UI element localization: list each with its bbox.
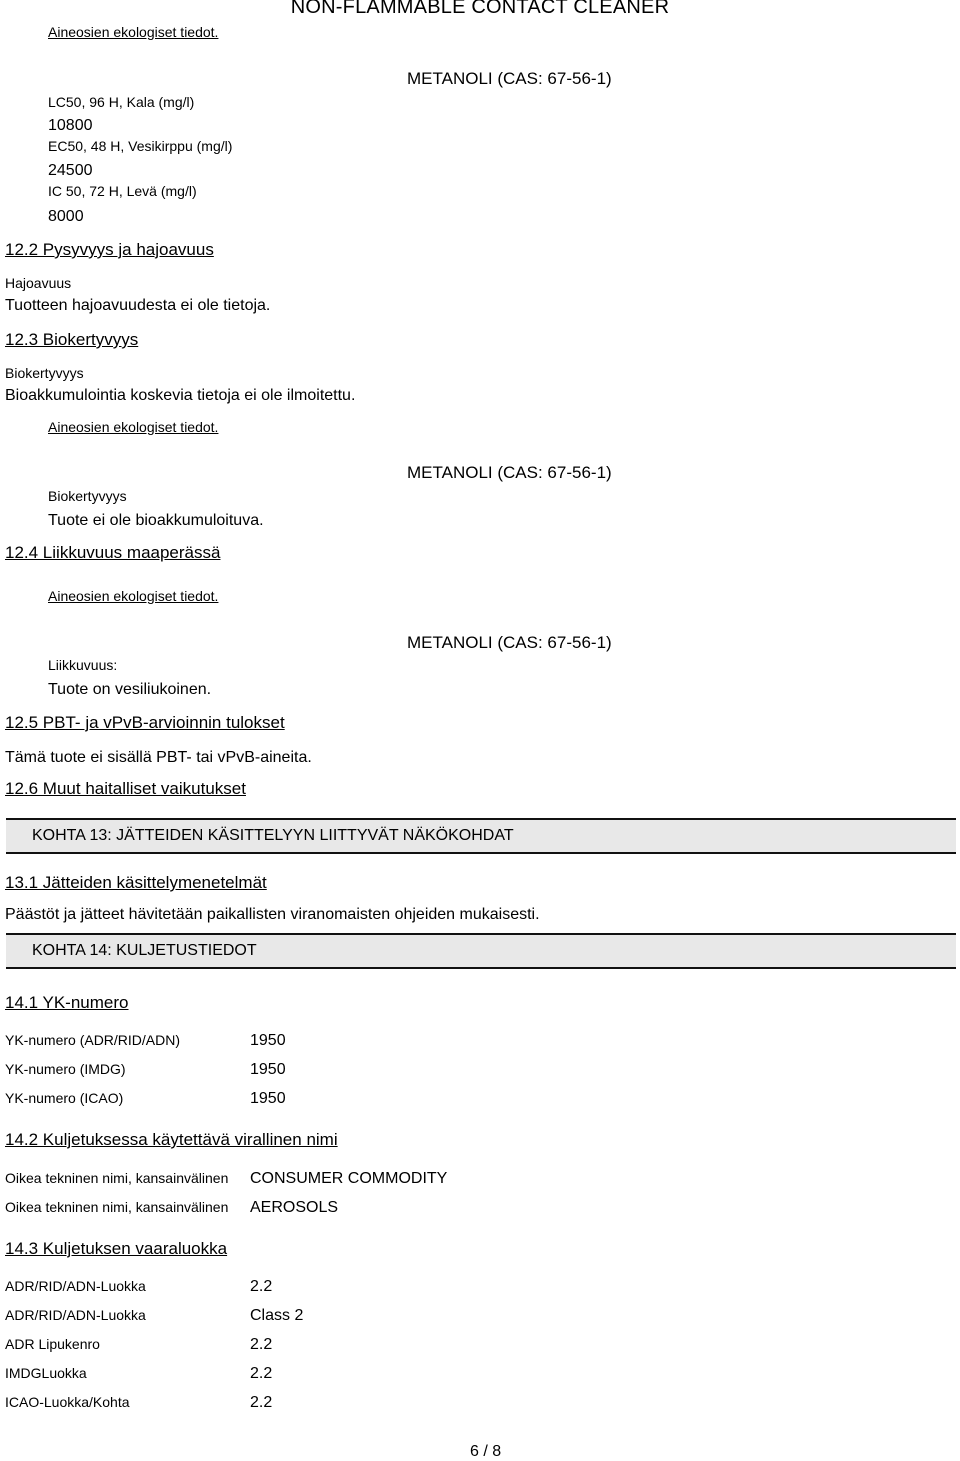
transport-value: 2.2 — [250, 1278, 273, 1295]
substance-name: METANOLI (CAS: 67-56-1) — [407, 633, 612, 652]
transport-value: 2.2 — [250, 1365, 273, 1382]
section-14-heading: KOHTA 14: KULJETUSTIEDOT — [32, 942, 257, 959]
section-title-13-1: 13.1 Jätteiden käsittelymenetelmät — [5, 873, 267, 892]
subheading: Hajoavuus — [5, 275, 72, 291]
body-text: Bioakkumulointia koskevia tietoja ei ole ilmoitettu. — [5, 387, 356, 404]
transport-label: Oikea tekninen nimi, kansainvälinen — [5, 1199, 229, 1215]
eco-row-value: 24500 — [48, 162, 93, 179]
ingredient-label: Liikkuvuus: — [48, 657, 118, 673]
body-text: Tämä tuote ei sisällä PBT- tai vPvB-aineita. — [5, 749, 312, 766]
body-text: Päästöt ja jätteet hävitetään paikallisten viranomaisten ohjeiden mukaisesti. — [5, 906, 540, 923]
transport-label: ADR/RID/ADN-Luokka — [5, 1278, 146, 1294]
section-title-14-3: 14.3 Kuljetuksen vaaraluokka — [5, 1239, 228, 1258]
document-title: NON-FLAMMABLE CONTACT CLEANER — [290, 0, 670, 18]
ingredient-eco-heading: Aineosien ekologiset tiedot. — [48, 419, 219, 435]
transport-label: IMDGLuokka — [5, 1365, 87, 1381]
transport-label: YK-numero (ICAO) — [5, 1090, 124, 1106]
ingredient-eco-heading: Aineosien ekologiset tiedot. — [48, 588, 219, 604]
transport-label: ICAO-Luokka/Kohta — [5, 1394, 130, 1410]
eco-row-label: IC 50, 72 H, Levä (mg/l) — [48, 183, 197, 199]
section-title-12-6: 12.6 Muut haitalliset vaikutukset — [5, 779, 246, 798]
transport-value: 1950 — [250, 1032, 286, 1049]
transport-label: YK-numero (IMDG) — [5, 1061, 126, 1077]
ingredient-text: Tuote on vesiliukoinen. — [48, 681, 212, 698]
eco-row-value: 10800 — [48, 117, 93, 134]
transport-label: ADR Lipukenro — [5, 1336, 100, 1352]
section-title-14-1: 14.1 YK-numero — [5, 993, 129, 1012]
subheading: Biokertyvyys — [5, 365, 84, 381]
transport-label: ADR/RID/ADN-Luokka — [5, 1307, 146, 1323]
section-title-12-3: 12.3 Biokertyvyys — [5, 330, 139, 349]
transport-value: CONSUMER COMMODITY — [250, 1170, 448, 1187]
section-14-band — [6, 933, 956, 969]
transport-value: AEROSOLS — [250, 1199, 339, 1216]
eco-row-label: LC50, 96 H, Kala (mg/l) — [48, 94, 195, 110]
section-title-14-2: 14.2 Kuljetuksessa käytettävä virallinen nimi — [5, 1130, 338, 1149]
eco-row-label: EC50, 48 H, Vesikirppu (mg/l) — [48, 138, 233, 154]
transport-value: Class 2 — [250, 1307, 304, 1324]
page-number: 6 / 8 — [470, 1443, 502, 1460]
transport-label: YK-numero (ADR/RID/ADN) — [5, 1032, 181, 1048]
section-title-12-4: 12.4 Liikkuvuus maaperässä — [5, 543, 221, 562]
section-13-band — [6, 818, 956, 854]
transport-value: 1950 — [250, 1090, 286, 1107]
transport-label: Oikea tekninen nimi, kansainvälinen — [5, 1170, 229, 1186]
ingredient-text: Tuote ei ole bioakkumuloituva. — [48, 512, 264, 529]
body-text: Tuotteen hajoavuudesta ei ole tietoja. — [5, 297, 271, 314]
ingredient-label: Biokertyvyys — [48, 488, 127, 504]
section-title-12-2: 12.2 Pysyvyys ja hajoavuus — [5, 240, 214, 259]
transport-value: 2.2 — [250, 1394, 273, 1411]
transport-value: 1950 — [250, 1061, 286, 1078]
section-title-12-5: 12.5 PBT- ja vPvB-arvioinnin tulokset — [5, 713, 285, 732]
substance-name: METANOLI (CAS: 67-56-1) — [407, 69, 612, 88]
eco-row-value: 8000 — [48, 208, 84, 225]
substance-name: METANOLI (CAS: 67-56-1) — [407, 463, 612, 482]
transport-value: 2.2 — [250, 1336, 273, 1353]
ingredient-eco-heading: Aineosien ekologiset tiedot. — [48, 24, 219, 40]
section-13-heading: KOHTA 13: JÄTTEIDEN KÄSITTELYYN LIITTYVÄT NÄKÖKOHDAT — [32, 827, 514, 844]
